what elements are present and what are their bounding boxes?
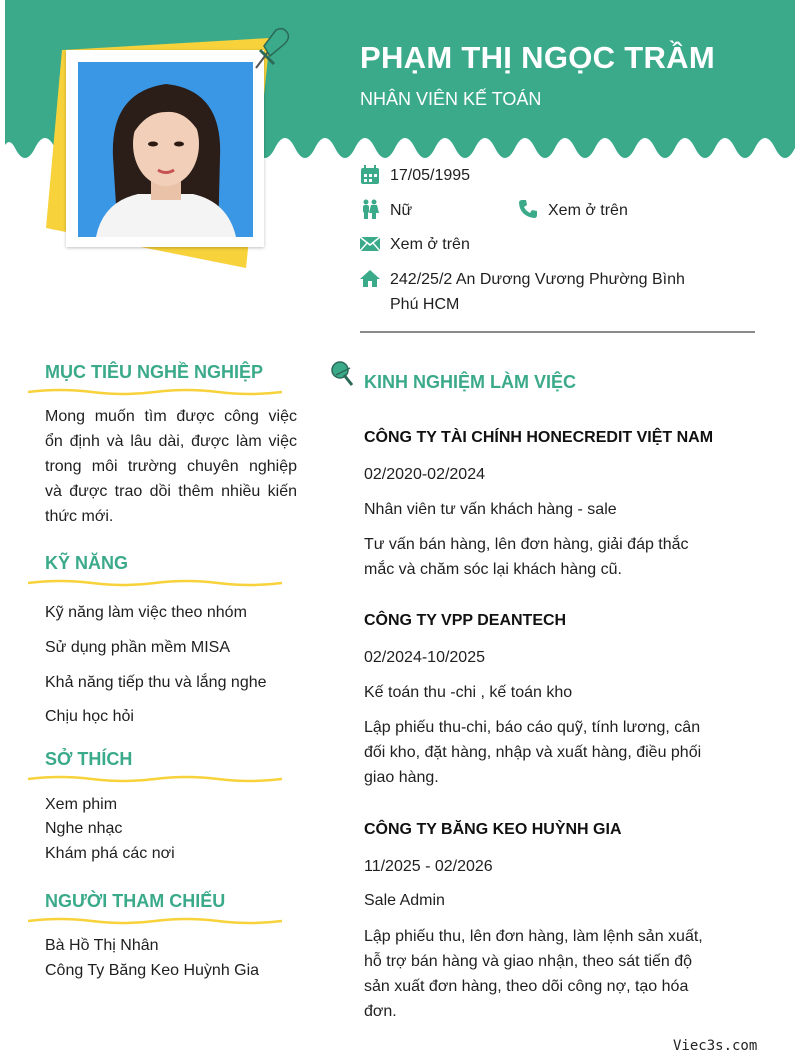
references-title: NGƯỜI THAM CHIẾU	[45, 891, 226, 911]
job-role: Sale Admin	[364, 892, 445, 909]
footer-brand: Viec3s.com	[673, 1038, 758, 1054]
email: Xem ở trên	[390, 236, 470, 253]
birthdate: 17/05/1995	[390, 167, 471, 184]
hobbies-title: SỞ THÍCH	[45, 749, 133, 769]
job-description: Lập phiếu thu, lên đơn hàng, làm lệnh sản xuất, hỗ trợ bán hàng và giao nhận, theo sát tiến độ sản xuất đơn hàng, theo dõi công nợ, tạo hóa đơn.	[364, 928, 703, 1020]
hobbies-underline	[28, 774, 282, 784]
job-company: CÔNG TY TÀI CHÍNH HONECREDIT VIỆT NAM	[364, 429, 714, 446]
gender-icon	[360, 199, 380, 219]
phone: Xem ở trên	[548, 202, 628, 219]
phone-icon	[518, 199, 538, 219]
skills-title: KỸ NĂNG	[45, 553, 129, 573]
job-role: Nhân viên tư vấn khách hàng - sale	[364, 501, 617, 518]
job-description: Tư vấn bán hàng, lên đơn hàng, giải đáp thắc mắc và chăm sóc lại khách hàng cũ.	[364, 536, 689, 578]
experience-title: KINH NGHIỆM LÀM VIỆC	[364, 372, 577, 392]
skill-item: Sử dụng phần mềm MISA	[45, 639, 231, 656]
skill-item: Khả năng tiếp thu và lắng nghe	[45, 674, 267, 691]
references-underline	[28, 916, 282, 926]
address-line-2: Phú HCM	[390, 296, 460, 313]
header-band	[5, 0, 795, 175]
job-role: Kế toán thu -chi , kế toán kho	[364, 684, 573, 701]
job-period: 11/2025 - 02/2026	[364, 858, 493, 875]
hobby-item: Xem phim	[45, 796, 118, 813]
skill-item: Kỹ năng làm việc theo nhóm	[45, 604, 247, 621]
full-name: PHẠM THỊ NGỌC TRẦM	[360, 40, 715, 75]
gender: Nữ	[390, 202, 413, 219]
address-line-1: 242/25/2 An Dương Vương Phường Bình	[390, 271, 685, 288]
objective-title: MỤC TIÊU NGHỀ NGHIỆP	[45, 362, 264, 382]
skill-item: Chịu học hỏi	[45, 708, 134, 725]
job-description: Lập phiếu thu-chi, báo cáo quỹ, tính lương, cân đối kho, đặt hàng, nhập và xuất hàng, điều phối giao hàng.	[364, 719, 702, 786]
calendar-icon	[360, 165, 380, 185]
reference-name: Bà Hồ Thị Nhân	[45, 937, 159, 954]
job-company: CÔNG TY VPP DEANTECH	[364, 612, 567, 629]
hobby-item: Nghe nhạc	[45, 820, 123, 837]
home-icon	[360, 269, 380, 289]
email-icon	[360, 234, 380, 254]
skills-underline	[28, 578, 282, 588]
hobby-item: Khám phá các nơi	[45, 845, 175, 862]
objective-underline	[28, 387, 282, 397]
job-title: NHÂN VIÊN KẾ TOÁN	[360, 89, 542, 109]
header-divider	[360, 331, 755, 333]
job-period: 02/2020-02/2024	[364, 466, 485, 483]
job-period: 02/2024-10/2025	[364, 649, 485, 666]
pin-icon	[330, 360, 356, 388]
job-company: CÔNG TY BĂNG KEO HUỲNH GIA	[364, 821, 622, 838]
objective-text: Mong muốn tìm được công việc ổn định và lâu dài, được làm việc trong môi trường chuyên nghiệp và được trao dồi thêm nhiều kiến thức mới.	[45, 408, 297, 525]
reference-company: Công Ty Băng Keo Huỳnh Gia	[45, 962, 260, 979]
